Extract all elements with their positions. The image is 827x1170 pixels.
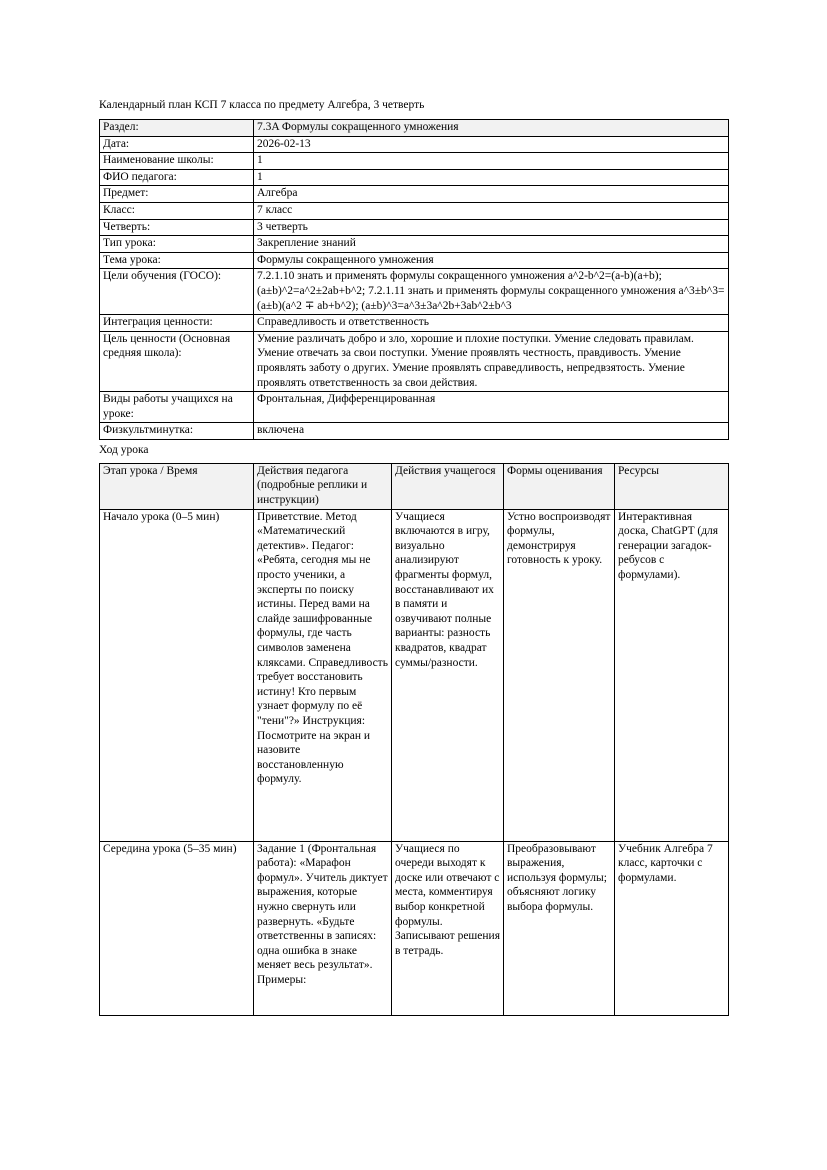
info-label: Класс: bbox=[100, 202, 254, 219]
table-row bbox=[100, 236, 729, 253]
table-row bbox=[100, 392, 729, 423]
table-row bbox=[100, 509, 729, 841]
info-label: Виды работы учащихся на уроке: bbox=[100, 392, 254, 423]
column-header-assessment: Формы оценивания bbox=[504, 463, 615, 509]
info-value: Справедливость и ответственность bbox=[254, 315, 729, 332]
table-row bbox=[100, 269, 729, 315]
cell-resources: Учебник Алгебра 7 класс, карточки с формулами. bbox=[615, 841, 729, 1015]
column-header-stage: Этап урока / Время bbox=[100, 463, 254, 509]
info-value: Закрепление знаний bbox=[254, 236, 729, 253]
cell-resources: Интерактивная доска, ChatGPT (для генерации загадок-ребусов с формулами). bbox=[615, 509, 729, 841]
cell-student-actions: Учащиеся по очереди выходят к доске или отвечают с места, комментируя выбор конкретной формулы. Записывают решения в тетрадь. bbox=[392, 841, 504, 1015]
info-value: 7.3A Формулы сокращенного умножения bbox=[254, 120, 729, 137]
lesson-info-table bbox=[99, 119, 729, 440]
info-label: Наименование школы: bbox=[100, 153, 254, 170]
info-label: Интеграция ценности: bbox=[100, 315, 254, 332]
info-label: Цели обучения (ГОСО): bbox=[100, 269, 254, 315]
document-content bbox=[99, 98, 728, 1016]
table-row bbox=[100, 120, 729, 137]
info-value: 7.2.1.10 знать и применять формулы сокращенного умножения a^2-b^2=(a-b)(a+b); (a±b)^2=a^2±2ab+b^2; 7.2.1.11 знать и применять формулы сокращенного умножения a^3±b^3=(a±b)(a^2 ∓ ab+b^2); (a±b)^3=a^3±3a^2b+3ab^2±b^3 bbox=[254, 269, 729, 315]
info-value: 3 четверть bbox=[254, 219, 729, 236]
lesson-flow-label: Ход урока bbox=[99, 443, 149, 456]
table-row bbox=[100, 252, 729, 269]
info-label: Дата: bbox=[100, 136, 254, 153]
table-row bbox=[100, 186, 729, 203]
table-row bbox=[100, 315, 729, 332]
page-title: Календарный план КСП 7 класса по предмету Алгебра, 3 четверть bbox=[99, 99, 425, 111]
info-value: Фронтальная, Дифференцированная bbox=[254, 392, 729, 423]
cell-teacher-actions: Приветствие. Метод «Математический детектив». Педагог: «Ребята, сегодня мы не просто ученики, а эксперты по поиску истины. Перед вами на слайде зашифрованные формулы, где часть символов заменена кляксами. Справедливость требует восстановить истину! Кто первым узнает формулу по её "тени"?» Инструкция: Посмотрите на экран и назовите восстановленную формулу. bbox=[254, 509, 392, 841]
info-label: Раздел: bbox=[100, 120, 254, 137]
info-label: ФИО педагога: bbox=[100, 169, 254, 186]
info-label: Тип урока: bbox=[100, 236, 254, 253]
cell-teacher-actions: Задание 1 (Фронтальная работа): «Марафон формул». Учитель диктует выражения, которые нужно свернуть или развернуть. «Будьте ответственны в записях: одна ошибка в знаке меняет весь результат». Примеры: bbox=[254, 841, 392, 1015]
column-header-teacher-actions: Действия педагога (подробные реплики и инструкции) bbox=[254, 463, 392, 509]
table-header-row bbox=[100, 463, 729, 509]
table-row bbox=[100, 331, 729, 391]
info-value: 7 класс bbox=[254, 202, 729, 219]
table-row bbox=[100, 136, 729, 153]
info-label: Тема урока: bbox=[100, 252, 254, 269]
cell-stage: Начало урока (0–5 мин) bbox=[100, 509, 254, 841]
info-value: 2026-02-13 bbox=[254, 136, 729, 153]
cell-student-actions: Учащиеся включаются в игру, визуально анализируют фрагменты формул, восстанавливают их в памяти и озвучивают полные варианты: разность квадратов, квадрат суммы/разности. bbox=[392, 509, 504, 841]
info-label: Предмет: bbox=[100, 186, 254, 203]
info-value: Формулы сокращенного умножения bbox=[254, 252, 729, 269]
table-row bbox=[100, 153, 729, 170]
cell-stage: Середина урока (5–35 мин) bbox=[100, 841, 254, 1015]
table-row bbox=[100, 202, 729, 219]
info-value: Умение различать добро и зло, хорошие и плохие поступки. Умение следовать правилам. Умение отвечать за свои поступки. Умение проявлять честность, правдивость. Умение проявлять заботу о других. Умение проявлять справедливость, непредвзятость. Умение проявлять ответственность за свои действия. bbox=[254, 331, 729, 391]
table-row bbox=[100, 423, 729, 440]
info-value: 1 bbox=[254, 153, 729, 170]
table-row bbox=[100, 169, 729, 186]
table-row bbox=[100, 219, 729, 236]
info-value: включена bbox=[254, 423, 729, 440]
info-label: Цель ценности (Основная средняя школа): bbox=[100, 331, 254, 391]
lesson-flow-table bbox=[99, 463, 729, 1016]
column-header-resources: Ресурсы bbox=[615, 463, 729, 509]
cell-assessment: Преобразовывают выражения, используя формулы; объясняют логику выбора формулы. bbox=[504, 841, 615, 1015]
info-value: Алгебра bbox=[254, 186, 729, 203]
info-label: Физкультминутка: bbox=[100, 423, 254, 440]
table-row bbox=[100, 841, 729, 1015]
info-value: 1 bbox=[254, 169, 729, 186]
info-label: Четверть: bbox=[100, 219, 254, 236]
column-header-student-actions: Действия учащегося bbox=[392, 463, 504, 509]
cell-assessment: Устно воспроизводят формулы, демонстрируя готовность к уроку. bbox=[504, 509, 615, 841]
